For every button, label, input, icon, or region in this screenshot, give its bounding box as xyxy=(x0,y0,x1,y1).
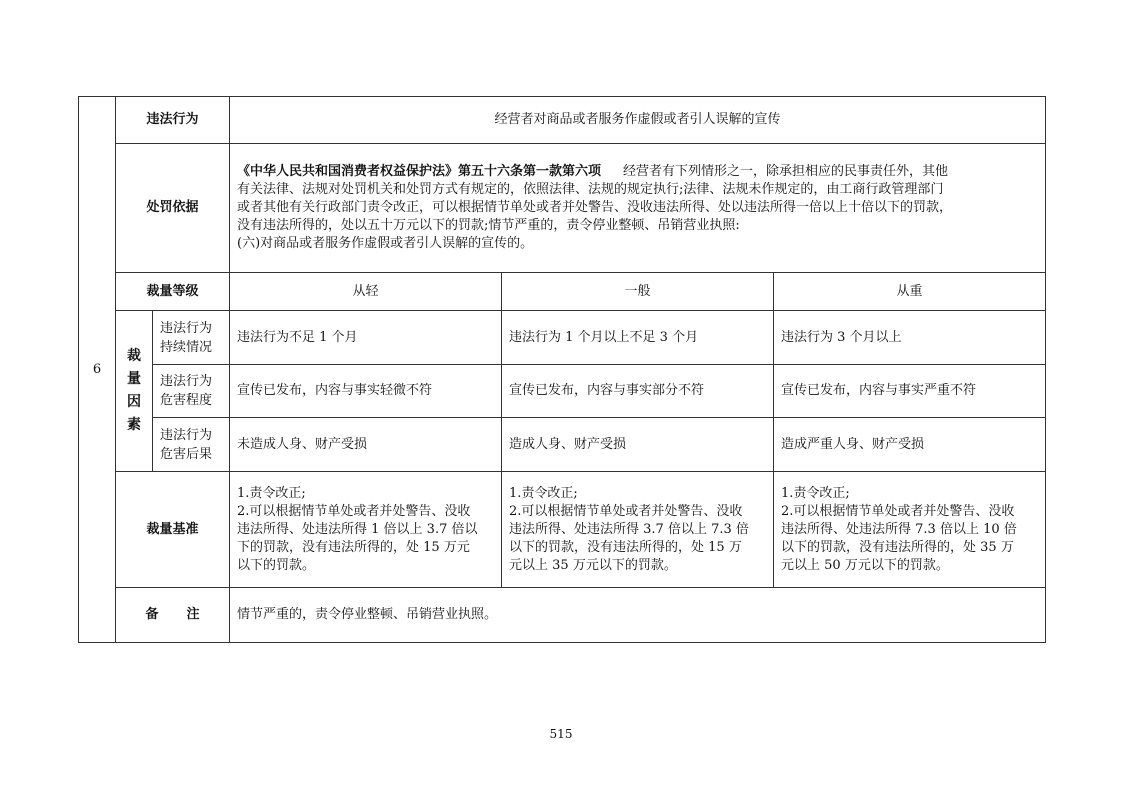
factor-severity-light: 宣传已发布，内容与事实轻微不符 xyxy=(230,365,502,418)
row-index: 6 xyxy=(79,97,116,643)
standard-line: 下的罚款，没有违法所得的，处 15 万元 xyxy=(237,539,470,555)
basis-line-5: (六)对商品或者服务作虚假或者引人误解的宣传的。 xyxy=(237,236,534,251)
factors-label xyxy=(116,311,153,472)
standard-line: 以下的罚款。 xyxy=(237,557,316,573)
factor-row xyxy=(79,311,1046,365)
standard-row xyxy=(79,472,1046,588)
standard-heavy xyxy=(774,472,1046,588)
violation-label: 违法行为 xyxy=(116,97,230,144)
standard-line: 1.责令改正; xyxy=(237,485,306,501)
basis-line-3: 或者其他有关行政部门责令改正，可以根据情节单处或者并处警告、没收违法所得、处以违法所得一倍以上十倍以下的罚款， xyxy=(237,200,953,215)
standard-line: 违法所得、处违法所得 3.7 倍以上 7.3 倍 xyxy=(509,521,749,537)
remark-text: 情节严重的，责令停业整顿、吊销营业执照。 xyxy=(230,588,1046,643)
remark-row xyxy=(79,588,1046,643)
factor-name-line: 危害后果 xyxy=(160,446,213,462)
level-normal: 一般 xyxy=(502,273,774,311)
level-light: 从轻 xyxy=(230,273,502,311)
factor-name-line: 违法行为 xyxy=(160,427,213,443)
standard-normal xyxy=(502,472,774,588)
factor-name-line: 危害程度 xyxy=(160,393,213,408)
factor-duration-normal: 违法行为 1 个月以上不足 3 个月 xyxy=(502,311,774,365)
basis-line-1-text: 经营者有下列情形之一，除承担相应的民事责任外，其他 xyxy=(623,164,949,179)
remark-label xyxy=(116,588,230,643)
remark-label-char: 注 xyxy=(186,607,200,622)
factor-severity-name xyxy=(153,365,230,418)
basis-row xyxy=(79,144,1046,273)
factors-label-char: 裁 xyxy=(127,348,141,364)
basis-line-2: 有关法律、法规对处罚机关和处罚方式有规定的，依照法律、法规的规定执行;法律、法规未作规定的，由工商行政管理部门 xyxy=(237,182,944,197)
remark-label-char: 备 xyxy=(145,607,159,622)
factor-name-line: 违法行为 xyxy=(160,320,213,336)
page-number: 515 xyxy=(549,727,573,741)
factor-consequence-name xyxy=(153,418,230,472)
factor-severity-normal: 宣传已发布，内容与事实部分不符 xyxy=(502,365,774,418)
factor-duration-heavy: 违法行为 3 个月以上 xyxy=(774,311,1046,365)
basis-line-1 xyxy=(237,163,1038,181)
standard-line: 2.可以根据情节单处或者并处警告、没收 xyxy=(237,503,471,519)
standard-label: 裁量基准 xyxy=(116,472,230,588)
violation-text: 经营者对商品或者服务作虚假或者引人误解的宣传 xyxy=(230,97,1046,144)
factor-row xyxy=(79,418,1046,472)
factor-name-line: 违法行为 xyxy=(160,374,213,389)
basis-law-citation: 《中华人民共和国消费者权益保护法》第五十六条第一款第六项 xyxy=(237,164,602,179)
standard-line: 1.责令改正; xyxy=(781,485,850,501)
standard-line: 元以上 50 万元以下的罚款。 xyxy=(781,557,949,573)
standard-line: 2.可以根据情节单处或者并处警告、没收 xyxy=(781,503,1015,519)
standard-line: 2.可以根据情节单处或者并处警告、没收 xyxy=(509,503,743,519)
standard-line: 违法所得、处违法所得 1 倍以上 3.7 倍以 xyxy=(237,521,478,537)
factor-consequence-heavy: 造成严重人身、财产受损 xyxy=(774,418,1046,472)
factor-row xyxy=(79,365,1046,418)
level-heavy: 从重 xyxy=(774,273,1046,311)
factors-label-char: 量 xyxy=(127,371,141,387)
basis-line-4: 没有违法所得的，处以五十万元以下的罚款;情节严重的，责令停业整顿、吊销营业执照: xyxy=(237,218,740,233)
standard-line: 元以上 35 万元以下的罚款。 xyxy=(509,557,677,573)
standard-line: 以下的罚款，没有违法所得的，处 15 万 xyxy=(509,539,742,555)
basis-label: 处罚依据 xyxy=(116,144,230,273)
basis-text xyxy=(230,144,1046,273)
factor-consequence-normal: 造成人身、财产受损 xyxy=(502,418,774,472)
levels-row xyxy=(79,273,1046,311)
factor-consequence-light: 未造成人身、财产受损 xyxy=(230,418,502,472)
factor-duration-light: 违法行为不足 1 个月 xyxy=(230,311,502,365)
standard-line: 违法所得、处违法所得 7.3 倍以上 10 倍 xyxy=(781,521,1017,537)
factor-duration-name xyxy=(153,311,230,365)
standard-line: 以下的罚款，没有违法所得的，处 35 万 xyxy=(781,539,1014,555)
standard-light xyxy=(230,472,502,588)
standard-line: 1.责令改正; xyxy=(509,485,578,501)
discretion-table xyxy=(78,96,1046,643)
factors-label-char: 因 xyxy=(127,394,141,410)
factor-name-line: 持续情况 xyxy=(160,339,213,355)
factors-label-char: 素 xyxy=(127,417,141,433)
factor-severity-heavy: 宣传已发布，内容与事实严重不符 xyxy=(774,365,1046,418)
violation-row xyxy=(79,97,1046,144)
levels-label: 裁量等级 xyxy=(116,273,230,311)
